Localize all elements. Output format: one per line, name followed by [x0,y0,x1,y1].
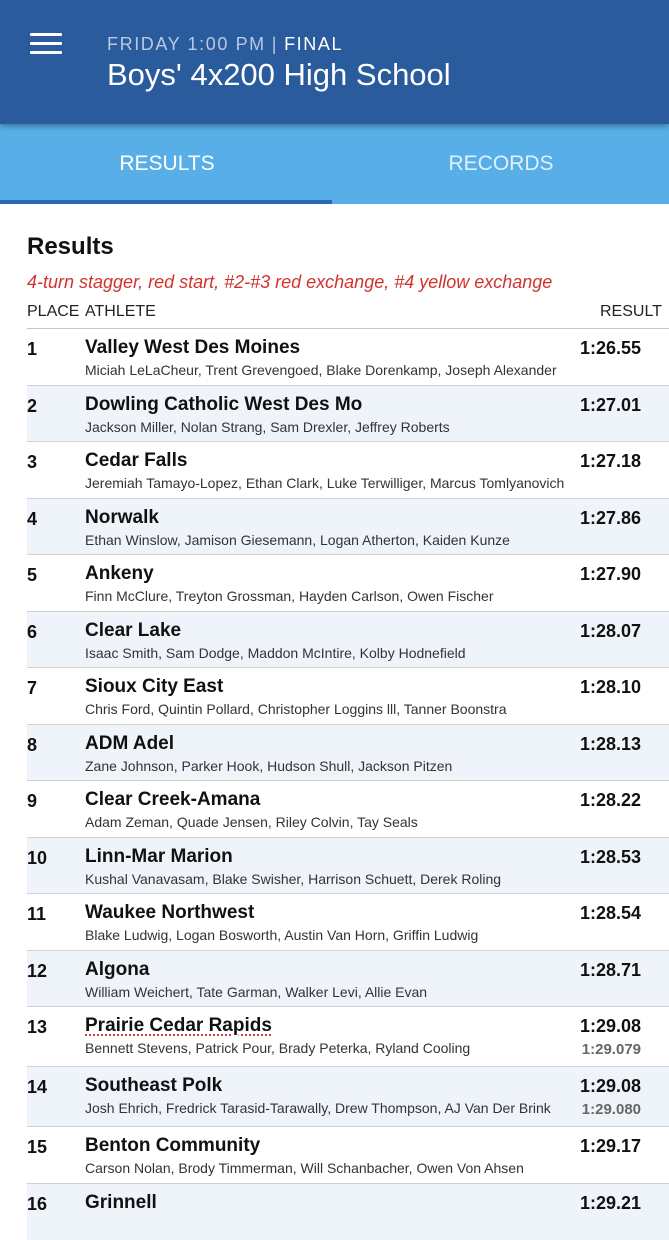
athlete-names: Jeremiah Tamayo-Lopez, Ethan Clark, Luke Terwilliger, Marcus Tomlyanovich [85,475,565,491]
status-separator: | [271,34,279,54]
place-number: 10 [27,848,48,868]
result-row[interactable] [27,1067,669,1127]
menu-bar-top [30,33,62,36]
result-time: 1:28.22 [579,790,641,810]
team-name: Valley West Des Moines [85,337,301,358]
results-panel[interactable] [0,204,669,1214]
place-number: 14 [27,1077,48,1097]
place-number: 5 [27,565,38,585]
athlete-names: Isaac Smith, Sam Dodge, Maddon McIntire, Kolby Hodnefield [85,645,466,661]
place-number: 4 [27,509,38,529]
column-header-result: RESULT [600,303,662,320]
column-header-athlete: ATHLETE [85,303,156,320]
result-time: 1:28.13 [579,734,641,754]
result-row[interactable] [27,386,669,442]
team-name: Grinnell [85,1192,157,1213]
athlete-names: Blake Ludwig, Logan Bosworth, Austin Van Horn, Griffin Ludwig [85,927,479,943]
result-time: 1:27.01 [579,395,641,415]
result-row[interactable] [27,725,669,781]
team-name: ADM Adel [85,733,175,754]
place-number: 8 [27,735,38,755]
team-name: Sioux City East [85,676,224,697]
result-row[interactable] [27,951,669,1007]
athlete-names: Bennett Stevens, Patrick Pour, Brady Peterka, Ryland Cooling [85,1040,471,1056]
app-bar [0,0,669,124]
column-header-place: PLACE [27,303,80,320]
result-row[interactable] [27,1007,669,1067]
result-row[interactable] [27,1184,669,1240]
place-number: 13 [27,1017,48,1037]
athlete-names: Miciah LeLaCheur, Trent Grevengoed, Blake Dorenkamp, Joseph Alexander [85,362,557,378]
result-time: 1:28.71 [579,960,641,980]
result-row[interactable] [27,499,669,555]
tab-results[interactable]: RESULTS [119,152,215,175]
result-time: 1:29.08 [579,1076,641,1096]
result-row[interactable] [27,1127,669,1184]
athlete-names: Josh Ehrich, Fredrick Tarasid-Tarawally, Drew Thompson, AJ Van Der Brink [85,1100,551,1116]
athlete-names: Kushal Vanavasam, Blake Swisher, Harrison Schuett, Derek Roling [85,871,502,887]
event-schedule-status [107,34,343,55]
team-name: Linn-Mar Marion [85,846,233,867]
result-time: 1:27.90 [579,564,641,584]
event-title: Boys' 4x200 High School [107,57,451,92]
result-time: 1:28.53 [579,847,641,867]
event-note: 4-turn stagger, red start, #2-#3 red exchange, #4 yellow exchange [27,272,553,292]
team-name: Southeast Polk [85,1075,223,1096]
result-time: 1:27.18 [579,451,641,471]
team-name: Algona [85,959,150,980]
place-number: 12 [27,961,48,981]
place-number: 2 [27,396,38,416]
athlete-names: Ethan Winslow, Jamison Giesemann, Logan Atherton, Kaiden Kunze [85,532,510,548]
result-row[interactable] [27,555,669,612]
event-status: FINAL [284,34,344,54]
place-number: 6 [27,622,38,642]
result-row[interactable] [27,668,669,725]
result-time: 1:28.54 [579,903,641,923]
menu-bar-bottom [30,51,62,54]
result-time: 1:28.10 [579,677,641,697]
athlete-names: Adam Zeman, Quade Jensen, Riley Colvin, Tay Seals [85,814,418,830]
result-time: 1:29.17 [579,1136,641,1156]
team-name: Norwalk [85,507,159,528]
result-row[interactable] [27,894,669,951]
event-day-time: FRIDAY 1:00 PM [107,34,266,54]
result-row[interactable] [27,781,669,838]
place-number: 16 [27,1194,48,1214]
team-name: Clear Creek-Amana [85,789,261,810]
place-number: 7 [27,678,38,698]
tiebreak-time: 1:29.079 [581,1041,641,1058]
place-number: 11 [27,904,47,924]
result-time: 1:29.08 [579,1016,641,1036]
result-row[interactable] [27,442,669,499]
athlete-names: Jackson Miller, Nolan Strang, Sam Drexler, Jeffrey Roberts [85,419,450,435]
team-name: Benton Community [85,1135,261,1156]
result-row[interactable] [27,329,669,386]
team-name: Dowling Catholic West Des Mo [85,394,363,415]
result-time: 1:27.86 [579,508,641,528]
result-time: 1:26.55 [579,338,641,358]
tab-bar [0,124,669,204]
team-name: Ankeny [85,563,154,584]
team-name: Cedar Falls [85,450,188,471]
tiebreak-time: 1:29.080 [581,1101,641,1118]
menu-bar-middle [30,42,62,45]
result-time: 1:29.21 [579,1193,641,1213]
place-number: 9 [27,791,38,811]
results-heading: Results [27,233,114,260]
result-row[interactable] [27,838,669,894]
athlete-names: Chris Ford, Quintin Pollard, Christopher Loggins lll, Tanner Boonstra [85,701,507,717]
team-name: Clear Lake [85,620,182,641]
hamburger-menu-icon[interactable] [30,33,64,55]
place-number: 15 [27,1137,48,1157]
athlete-names: William Weichert, Tate Garman, Walker Levi, Allie Evan [85,984,428,1000]
tab-records[interactable]: RECORDS [448,152,554,175]
athlete-names: Carson Nolan, Brody Timmerman, Will Schanbacher, Owen Von Ahsen [85,1160,524,1176]
team-name: Prairie Cedar Rapids [85,1015,272,1036]
athlete-names: Finn McClure, Treyton Grossman, Hayden Carlson, Owen Fischer [85,588,494,604]
team-name: Waukee Northwest [85,902,255,923]
place-number: 1 [27,339,38,359]
place-number: 3 [27,452,38,472]
athlete-names: Zane Johnson, Parker Hook, Hudson Shull, Jackson Pitzen [85,758,453,774]
result-time: 1:28.07 [579,621,641,641]
result-row[interactable] [27,612,669,668]
